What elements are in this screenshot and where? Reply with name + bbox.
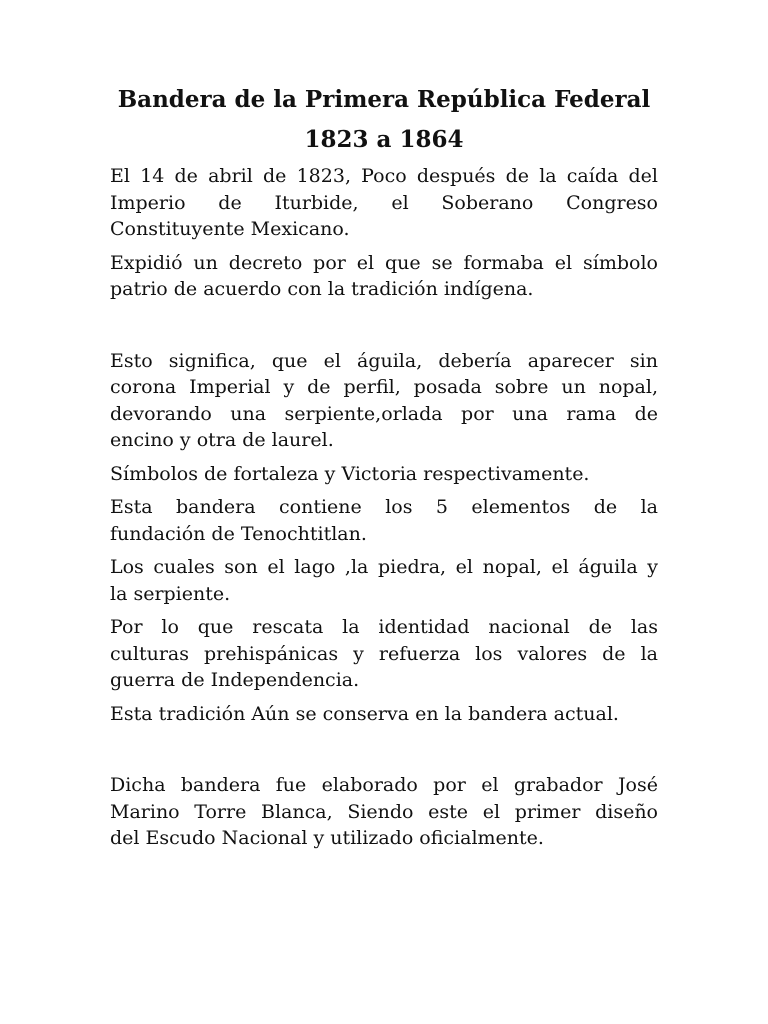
paragraph-line: Símbolos de fortaleza y Victoria respectivamente. (110, 462, 590, 485)
paragraph-line: Imperio de Iturbide, el Soberano Congreso (110, 191, 658, 214)
paragraph-line: Expidió un decreto por el que se formaba el símbolo (110, 251, 658, 274)
paragraph-line: Esta tradición Aún se conserva en la bandera actual. (110, 702, 619, 725)
paragraph-gap (110, 734, 658, 772)
paragraph-line: guerra de Independencia. (110, 669, 360, 691)
paragraph-engraver (110, 772, 658, 852)
paragraph-line: del Escudo Nacional y utilizado oficialmente. (110, 827, 544, 849)
paragraph-line: devorando una serpiente,orlada por una rama de (110, 402, 658, 425)
paragraph-intro (110, 163, 658, 243)
paragraph-line: fundación de Tenochtitlan. (110, 522, 367, 545)
paragraph-line: encino y otra de laurel. (110, 429, 334, 451)
paragraph-line: Dicha bandera fue elaborado por el grabador José (110, 774, 658, 796)
paragraph-identity (110, 614, 658, 694)
paragraph-line: Esta bandera contiene los 5 elementos de la (110, 496, 658, 518)
document-body (110, 163, 658, 859)
paragraph-line: corona Imperial y de perfil, posada sobre un nopal, (110, 376, 658, 398)
paragraph-element-list (110, 554, 658, 607)
paragraph-line: Constituyente Mexicano. (110, 218, 350, 240)
paragraph-line: Por lo que rescata la identidad nacional de las (110, 616, 658, 638)
document-subtitle-years: 1823 a 1864 (304, 126, 464, 153)
paragraph-line: El 14 de abril de 1823, Poco después de la caída del (110, 165, 658, 187)
paragraph-symbols (110, 461, 658, 488)
paragraph-gap (110, 310, 658, 348)
paragraph-eagle-description (110, 348, 658, 454)
paragraph-tradition (110, 701, 658, 728)
paragraph-elements (110, 494, 658, 547)
paragraph-line: culturas prehispánicas y refuerza los valores de la (110, 642, 658, 665)
paragraph-line: Esto significa, que el águila, debería aparecer sin (110, 349, 658, 372)
document-title: Bandera de la Primera República Federal (117, 86, 651, 113)
paragraph-line: Los cuales son el lago ,la piedra, el nopal, el águila y (110, 556, 658, 578)
paragraph-line: patrio de acuerdo con la tradición indígena. (110, 278, 534, 300)
paragraph-line: Marino Torre Blanca, Siendo este el primer diseño (110, 800, 658, 823)
paragraph-line: la serpiente. (110, 582, 231, 605)
paragraph-decree (110, 250, 658, 303)
